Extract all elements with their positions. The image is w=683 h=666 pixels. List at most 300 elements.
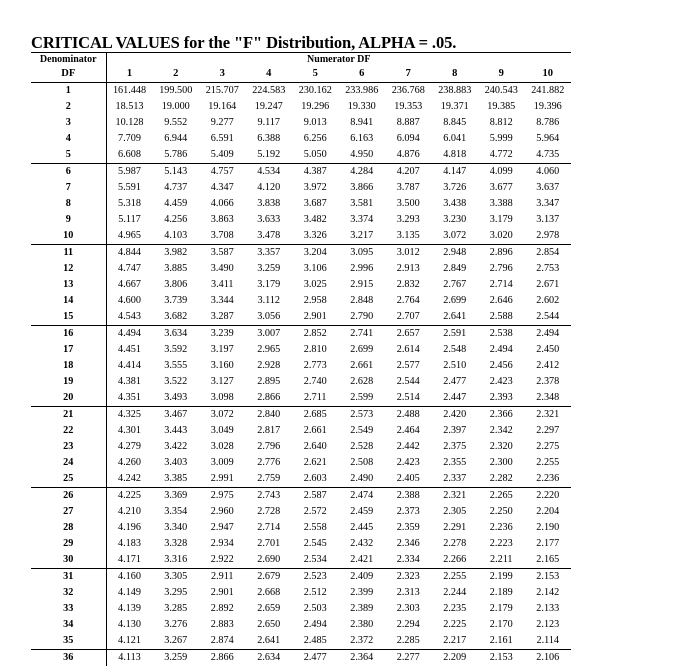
critical-value-cell: 2.958 [292,293,339,309]
critical-value-cell: 2.866 [199,650,246,666]
denominator-df-cell: 17 [31,342,106,358]
critical-value-cell: 2.189 [478,585,525,601]
critical-value-cell: 2.342 [478,423,525,439]
critical-value-cell: 5.591 [106,180,153,196]
critical-value-cell: 2.420 [432,407,479,424]
critical-value-cell: 6.944 [153,131,200,147]
critical-value-cell: 2.640 [292,439,339,455]
critical-value-cell: 2.409 [339,569,386,586]
critical-value-cell: 2.275 [525,439,572,455]
critical-value-cell: 3.127 [199,374,246,390]
critical-value-cell: 5.999 [478,131,525,147]
critical-value-cell: 2.447 [432,390,479,407]
critical-value-cell: 3.677 [478,180,525,196]
critical-value-cell: 2.895 [246,374,293,390]
critical-value-cell: 3.634 [153,326,200,343]
critical-value-cell: 2.380 [339,617,386,633]
critical-value-cell: 6.591 [199,131,246,147]
table-row [31,245,571,262]
critical-value-cell: 19.164 [199,99,246,115]
critical-value-cell: 5.050 [292,147,339,164]
denominator-df-cell: 6 [31,164,106,181]
denominator-df-cell: 33 [31,601,106,617]
critical-value-cell: 3.443 [153,423,200,439]
critical-value-cell: 3.347 [525,196,572,212]
critical-value-cell: 2.235 [432,601,479,617]
critical-value-cell: 2.199 [478,569,525,586]
critical-value-cell: 4.325 [106,407,153,424]
critical-value-cell: 2.832 [385,277,432,293]
critical-value-cell: 2.153 [525,569,572,586]
critical-value-cell: 2.294 [385,617,432,633]
denominator-df-cell: 26 [31,488,106,505]
critical-value-cell: 3.592 [153,342,200,358]
critical-value-cell: 2.397 [432,423,479,439]
critical-value-cell: 2.485 [292,633,339,650]
critical-value-cell: 2.464 [385,423,432,439]
critical-value-cell: 4.757 [199,164,246,181]
critical-value-cell: 2.767 [432,277,479,293]
critical-value-cell: 4.387 [292,164,339,181]
table-row [31,212,571,228]
critical-value-cell: 2.334 [385,552,432,569]
critical-value-cell: 2.701 [246,536,293,552]
critical-value-cell: 2.278 [432,536,479,552]
critical-value-cell: 3.682 [153,309,200,326]
critical-value-cell: 236.768 [385,83,432,100]
critical-value-cell: 6.041 [432,131,479,147]
table-row [31,423,571,439]
critical-value-cell: 2.659 [246,601,293,617]
critical-value-cell: 2.488 [385,407,432,424]
critical-value-cell: 161.448 [106,83,153,100]
critical-value-cell: 2.728 [246,504,293,520]
critical-value-cell: 2.161 [478,633,525,650]
page-title: CRITICAL VALUES for the "F" Distribution, ALPHA = .05. [31,34,571,52]
critical-value-cell: 3.493 [153,390,200,407]
critical-value-cell: 19.353 [385,99,432,115]
critical-value-cell: 9.552 [153,115,200,131]
table-header-row-labels [31,53,571,68]
critical-value-cell: 2.896 [478,245,525,262]
numerator-df-header: 7 [385,67,432,83]
critical-value-cell: 9.013 [292,115,339,131]
critical-value-cell: 2.494 [478,342,525,358]
critical-value-cell: 2.477 [292,650,339,666]
critical-value-cell: 4.818 [432,147,479,164]
critical-value-cell: 2.874 [199,633,246,650]
critical-value-cell: 2.225 [432,617,479,633]
critical-value-cell: 3.137 [525,212,572,228]
critical-value-cell: 6.388 [246,131,293,147]
denominator-df-cell: 7 [31,180,106,196]
critical-value-cell: 4.844 [106,245,153,262]
critical-value-cell: 2.204 [525,504,572,520]
critical-value-cell: 3.581 [339,196,386,212]
table-row [31,488,571,505]
critical-value-cell: 3.287 [199,309,246,326]
denominator-df-cell: 23 [31,439,106,455]
critical-value-cell: 4.130 [106,617,153,633]
critical-value-cell: 2.255 [525,455,572,471]
critical-value-cell: 4.060 [525,164,572,181]
table-row [31,261,571,277]
critical-value-cell: 3.285 [153,601,200,617]
numerator-df-header: 5 [292,67,339,83]
critical-value-cell: 4.147 [432,164,479,181]
critical-value-cell: 3.239 [199,326,246,343]
critical-value-cell: 2.928 [246,358,293,374]
critical-value-cell: 3.020 [478,228,525,245]
denominator-df-cell: 25 [31,471,106,488]
critical-value-cell: 2.282 [478,471,525,488]
critical-value-cell: 2.236 [525,471,572,488]
critical-value-cell: 241.882 [525,83,572,100]
critical-value-cell: 4.381 [106,374,153,390]
critical-value-cell: 3.357 [246,245,293,262]
table-row [31,585,571,601]
critical-value-cell: 3.326 [292,228,339,245]
table-row [31,455,571,471]
critical-value-cell: 2.285 [385,633,432,650]
critical-value-cell: 4.256 [153,212,200,228]
critical-value-cell: 19.385 [478,99,525,115]
critical-value-cell: 4.351 [106,390,153,407]
numerator-label: Numerator DF [106,53,571,68]
critical-value-cell: 2.661 [339,358,386,374]
critical-value-cell: 2.494 [292,617,339,633]
critical-value-cell: 2.810 [292,342,339,358]
critical-value-cell: 2.776 [246,455,293,471]
critical-value-cell: 3.259 [153,650,200,666]
critical-value-cell: 2.922 [199,552,246,569]
critical-value-cell: 7.709 [106,131,153,147]
critical-value-cell: 3.490 [199,261,246,277]
critical-value-cell: 2.588 [478,309,525,326]
denominator-df-cell: 2 [31,99,106,115]
table-row [31,650,571,666]
denominator-df-cell: 20 [31,390,106,407]
critical-value-cell: 2.266 [432,552,479,569]
critical-value-cell: 2.934 [199,536,246,552]
critical-value-cell: 2.399 [339,585,386,601]
critical-value-cell: 5.409 [199,147,246,164]
critical-value-cell: 19.247 [246,99,293,115]
critical-value-cell: 2.490 [339,471,386,488]
table-row [31,633,571,650]
critical-value-cell: 5.786 [153,147,200,164]
critical-value-cell: 2.991 [199,471,246,488]
critical-value-cell: 3.482 [292,212,339,228]
critical-value-cell: 238.883 [432,83,479,100]
critical-value-cell: 3.316 [153,552,200,569]
critical-value-cell: 4.667 [106,277,153,293]
critical-value-cell: 2.165 [525,552,572,569]
critical-value-cell: 2.572 [292,504,339,520]
critical-value-cell: 4.121 [106,633,153,650]
critical-value-cell: 2.508 [339,455,386,471]
table-row [31,196,571,212]
table-row [31,326,571,343]
critical-value-cell: 3.295 [153,585,200,601]
numerator-df-header: 1 [106,67,153,83]
critical-value-cell: 2.423 [478,374,525,390]
critical-value-cell: 3.787 [385,180,432,196]
denominator-df-cell: 8 [31,196,106,212]
table-row [31,180,571,196]
critical-value-cell: 3.007 [246,326,293,343]
critical-value-cell: 2.510 [432,358,479,374]
denominator-df-cell: 14 [31,293,106,309]
critical-value-cell: 230.162 [292,83,339,100]
denominator-df-cell: 4 [31,131,106,147]
critical-value-cell: 233.986 [339,83,386,100]
critical-value-cell: 3.637 [525,180,572,196]
critical-value-cell: 3.500 [385,196,432,212]
critical-value-cell: 2.348 [525,390,572,407]
critical-value-cell: 2.650 [246,617,293,633]
critical-value-cell: 3.982 [153,245,200,262]
critical-value-cell: 2.699 [432,293,479,309]
critical-value-cell: 2.123 [525,617,572,633]
critical-value-cell: 3.259 [246,261,293,277]
table-row [31,293,571,309]
critical-value-cell: 3.388 [478,196,525,212]
critical-value-cell: 3.012 [385,245,432,262]
critical-value-cell: 3.478 [246,228,293,245]
critical-value-cell: 2.133 [525,601,572,617]
critical-value-cell: 2.657 [385,326,432,343]
critical-value-cell: 2.442 [385,439,432,455]
table-row [31,569,571,586]
critical-value-cell: 5.117 [106,212,153,228]
critical-value-cell: 3.687 [292,196,339,212]
denominator-df-cell: 18 [31,358,106,374]
table-row [31,374,571,390]
table-row [31,309,571,326]
critical-value-cell: 4.260 [106,455,153,471]
denominator-df-cell: 10 [31,228,106,245]
critical-value-cell: 2.220 [525,488,572,505]
critical-value-cell: 3.806 [153,277,200,293]
critical-value-cell: 2.901 [292,309,339,326]
critical-value-cell: 3.095 [339,245,386,262]
critical-value-cell: 4.099 [478,164,525,181]
denominator-df-cell: 5 [31,147,106,164]
critical-value-cell: 2.634 [246,650,293,666]
critical-value-cell: 3.369 [153,488,200,505]
critical-value-cell: 4.414 [106,358,153,374]
numerator-df-header: 6 [339,67,386,83]
critical-value-cell: 2.621 [292,455,339,471]
critical-value-cell: 2.321 [525,407,572,424]
critical-value-cell: 3.025 [292,277,339,293]
critical-value-cell: 4.494 [106,326,153,343]
critical-value-cell: 3.009 [199,455,246,471]
critical-value-cell: 3.328 [153,536,200,552]
critical-value-cell: 2.817 [246,423,293,439]
critical-value-cell: 3.438 [432,196,479,212]
critical-value-cell: 3.135 [385,228,432,245]
critical-value-cell: 2.913 [385,261,432,277]
table-row [31,471,571,488]
critical-value-cell: 2.528 [339,439,386,455]
critical-value-cell: 3.385 [153,471,200,488]
critical-value-cell: 2.671 [525,277,572,293]
critical-value-cell: 2.679 [246,569,293,586]
denominator-df-cell: 11 [31,245,106,262]
critical-value-cell: 2.432 [339,536,386,552]
numerator-df-header: 9 [478,67,525,83]
critical-value-cell: 4.103 [153,228,200,245]
critical-value-cell: 2.114 [525,633,572,650]
critical-value-cell: 5.318 [106,196,153,212]
critical-value-cell: 4.066 [199,196,246,212]
critical-value-cell: 4.600 [106,293,153,309]
critical-value-cell: 3.179 [478,212,525,228]
critical-value-cell: 2.372 [339,633,386,650]
critical-value-cell: 2.211 [478,552,525,569]
critical-value-cell: 2.587 [292,488,339,505]
critical-value-cell: 3.866 [339,180,386,196]
critical-value-cell: 3.217 [339,228,386,245]
denominator-df-cell: 22 [31,423,106,439]
critical-value-cell: 2.544 [385,374,432,390]
critical-value-cell: 2.628 [339,374,386,390]
critical-value-cell: 2.456 [478,358,525,374]
critical-value-cell: 2.668 [246,585,293,601]
critical-value-cell: 2.892 [199,601,246,617]
critical-value-cell: 2.975 [199,488,246,505]
critical-value-cell: 2.848 [339,293,386,309]
critical-value-cell: 19.330 [339,99,386,115]
table-row [31,164,571,181]
denominator-label: Denominator [31,53,106,68]
critical-value-cell: 2.190 [525,520,572,536]
critical-value-cell: 2.743 [246,488,293,505]
critical-value-cell: 4.149 [106,585,153,601]
critical-value-cell: 4.876 [385,147,432,164]
critical-value-cell: 2.223 [478,536,525,552]
denominator-df-cell: 9 [31,212,106,228]
critical-value-cell: 4.534 [246,164,293,181]
critical-value-cell: 2.764 [385,293,432,309]
critical-value-cell: 4.735 [525,147,572,164]
critical-value-cell: 8.845 [432,115,479,131]
critical-value-cell: 3.587 [199,245,246,262]
critical-value-cell: 2.375 [432,439,479,455]
critical-value-cell: 8.812 [478,115,525,131]
denominator-df-cell: 28 [31,520,106,536]
critical-value-cell: 2.534 [292,552,339,569]
denominator-df-cell: 16 [31,326,106,343]
numerator-df-header: 4 [246,67,293,83]
table-row [31,131,571,147]
critical-value-cell: 2.303 [385,601,432,617]
critical-value-cell: 3.072 [432,228,479,245]
critical-value-cell: 2.265 [478,488,525,505]
critical-value-cell: 2.948 [432,245,479,262]
denominator-df-cell: 12 [31,261,106,277]
critical-value-cell: 2.503 [292,601,339,617]
critical-value-cell: 2.474 [339,488,386,505]
critical-value-cell: 2.753 [525,261,572,277]
critical-value-cell: 2.291 [432,520,479,536]
table-row [31,617,571,633]
critical-value-cell: 3.344 [199,293,246,309]
denominator-df-cell: 36 [31,650,106,666]
critical-value-cell: 2.796 [246,439,293,455]
critical-value-cell: 2.965 [246,342,293,358]
critical-value-cell: 3.467 [153,407,200,424]
critical-value-cell: 8.941 [339,115,386,131]
critical-value-cell: 5.192 [246,147,293,164]
critical-value-cell: 4.772 [478,147,525,164]
critical-value-cell: 2.661 [292,423,339,439]
numerator-df-header: 8 [432,67,479,83]
critical-value-cell: 6.256 [292,131,339,147]
table-row [31,439,571,455]
critical-value-cell: 2.320 [478,439,525,455]
denominator-df-cell: 32 [31,585,106,601]
critical-value-cell: 2.412 [525,358,572,374]
critical-value-cell: 2.244 [432,585,479,601]
critical-value-cell: 2.538 [478,326,525,343]
critical-value-cell: 3.230 [432,212,479,228]
critical-value-cell: 19.296 [292,99,339,115]
critical-value-cell: 2.321 [432,488,479,505]
critical-value-cell: 2.707 [385,309,432,326]
critical-value-cell: 3.072 [199,407,246,424]
critical-value-cell: 4.210 [106,504,153,520]
critical-value-cell: 3.056 [246,309,293,326]
denominator-df-cell: 19 [31,374,106,390]
critical-value-cell: 2.337 [432,471,479,488]
critical-value-cell: 4.139 [106,601,153,617]
table-row [31,228,571,245]
critical-value-cell: 2.388 [385,488,432,505]
critical-value-cell: 2.445 [339,520,386,536]
critical-value-cell: 2.911 [199,569,246,586]
critical-value-cell: 4.160 [106,569,153,586]
critical-value-cell: 2.494 [525,326,572,343]
critical-value-cell: 2.773 [292,358,339,374]
critical-value-cell: 2.514 [385,390,432,407]
critical-value-cell: 3.160 [199,358,246,374]
critical-value-cell: 4.183 [106,536,153,552]
critical-value-cell: 4.543 [106,309,153,326]
critical-value-cell: 4.225 [106,488,153,505]
critical-value-cell: 3.106 [292,261,339,277]
critical-value-cell: 3.028 [199,439,246,455]
critical-value-cell: 3.555 [153,358,200,374]
critical-value-cell: 2.577 [385,358,432,374]
critical-value-cell: 5.964 [525,131,572,147]
critical-value-cell: 2.996 [339,261,386,277]
critical-value-cell: 3.411 [199,277,246,293]
critical-value-cell: 2.714 [246,520,293,536]
critical-value-cell: 2.603 [292,471,339,488]
critical-value-cell: 2.947 [199,520,246,536]
critical-value-cell: 2.544 [525,309,572,326]
table-row [31,342,571,358]
critical-value-cell: 4.459 [153,196,200,212]
critical-value-cell: 2.364 [339,650,386,666]
critical-value-cell: 9.277 [199,115,246,131]
critical-value-cell: 2.901 [199,585,246,601]
critical-value-cell: 4.279 [106,439,153,455]
critical-value-cell: 9.117 [246,115,293,131]
